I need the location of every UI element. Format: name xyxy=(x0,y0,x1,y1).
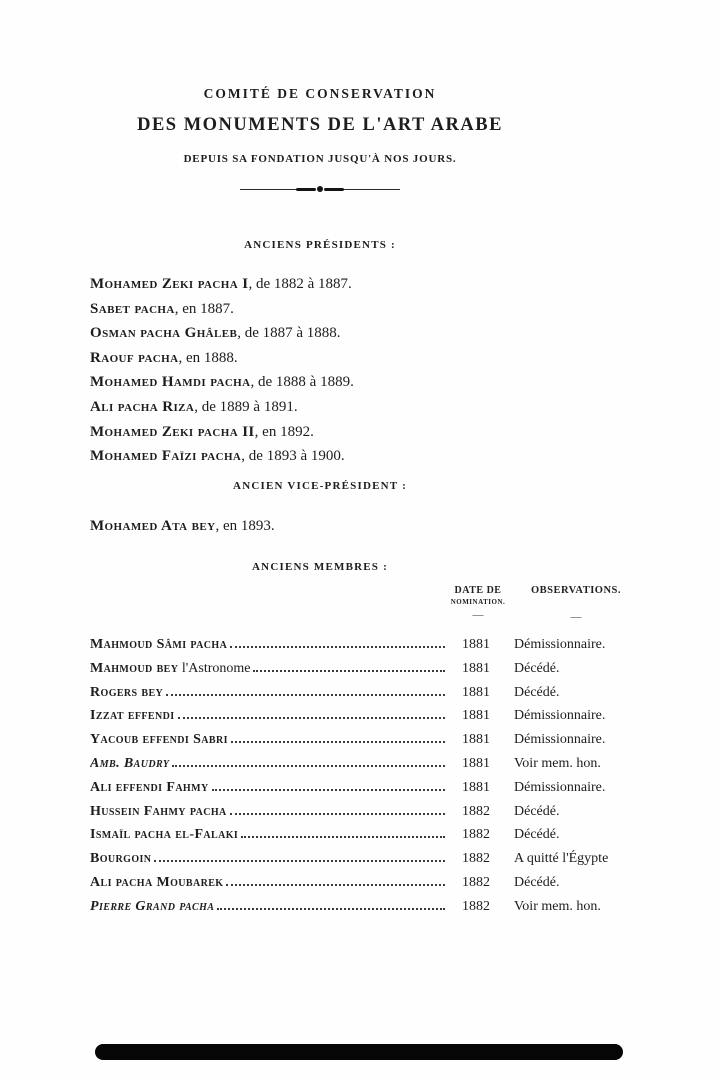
presidents-list xyxy=(90,272,650,469)
column-header-date-line1: DATE DE xyxy=(454,585,502,596)
member-nomination-year: 1882 xyxy=(462,827,490,843)
member-name: Izzat effendi xyxy=(90,708,175,724)
members-heading: ANCIENS MEMBRES : xyxy=(252,561,388,573)
member-nomination-year: 1882 xyxy=(462,874,490,890)
president-name: Osman pacha Ghâleb xyxy=(90,325,238,342)
dotted-leader xyxy=(212,789,445,791)
document-subtitle: DEPUIS SA FONDATION JUSQU'À NOS JOURS. xyxy=(183,153,457,165)
document-header xyxy=(0,86,640,192)
member-row xyxy=(90,804,652,828)
column-header-observations-label: OBSERVATIONS. xyxy=(530,585,622,596)
president-name: Ali pacha Riza xyxy=(90,398,195,415)
member-row xyxy=(90,827,652,851)
member-row xyxy=(90,875,652,899)
president-name: Mohamed Hamdi pacha xyxy=(90,374,251,391)
document-title-line1: COMITÉ DE CONSERVATION xyxy=(203,86,437,101)
column-header-observations xyxy=(510,585,642,622)
member-observation: Voir mem. hon. xyxy=(514,755,601,771)
members-table xyxy=(90,637,652,923)
member-nomination-year: 1882 xyxy=(462,803,490,819)
president-entry xyxy=(90,395,650,420)
member-row xyxy=(90,780,652,804)
member-observation: Démissionnaire. xyxy=(514,779,606,795)
president-entry xyxy=(90,321,650,346)
vice-president-heading: ANCIEN VICE-PRÉSIDENT : xyxy=(233,480,407,492)
vice-president-term: , en 1893. xyxy=(215,518,275,534)
header-dash: — xyxy=(472,609,484,621)
member-row xyxy=(90,851,652,875)
member-nomination-year: 1881 xyxy=(462,779,490,795)
member-nomination-year: 1881 xyxy=(462,732,490,748)
member-name: Yacoub effendi Sabri xyxy=(90,732,228,748)
member-nomination-year: 1881 xyxy=(462,708,490,724)
president-term: , en 1888. xyxy=(178,349,238,366)
member-name: Amb. Baudry xyxy=(90,755,170,771)
member-row xyxy=(90,661,652,685)
member-row xyxy=(90,708,652,732)
member-observation: A quitté l'Égypte xyxy=(514,851,609,867)
president-term: , de 1889 à 1891. xyxy=(194,398,298,415)
member-observation: Démissionnaire. xyxy=(514,637,606,652)
president-name: Mohamed Faïzi pacha xyxy=(90,448,242,465)
member-nomination-year: 1881 xyxy=(462,660,490,676)
vice-president-list xyxy=(90,514,650,539)
president-term: , en 1887. xyxy=(174,300,234,317)
header-dash: — xyxy=(570,611,582,623)
member-observation: Décédé. xyxy=(514,684,560,700)
president-entry xyxy=(90,420,650,445)
president-term: , en 1892. xyxy=(254,423,314,440)
president-name: Mohamed Zeki pacha I xyxy=(90,276,249,292)
dotted-leader xyxy=(217,908,445,910)
member-name: Rogers bey xyxy=(90,684,164,700)
member-row xyxy=(90,685,652,709)
dotted-leader xyxy=(154,860,445,862)
member-name: Mahmoud bey xyxy=(90,660,179,676)
president-name: Sabet pacha xyxy=(90,300,175,317)
member-nomination-year: 1881 xyxy=(462,684,490,700)
president-entry xyxy=(90,346,650,371)
scan-artifact-bar xyxy=(95,1044,623,1060)
member-observation: Voir mem. hon. xyxy=(514,898,601,914)
member-observation: Démissionnaire. xyxy=(514,708,606,724)
member-nomination-year: 1881 xyxy=(462,755,490,771)
member-nomination-year: 1882 xyxy=(462,898,490,914)
member-name-suffix: l'Astronome xyxy=(178,660,251,676)
president-name: Mohamed Zeki pacha II xyxy=(90,423,255,440)
document-title-line2: DES MONUMENTS DE L'ART ARABE xyxy=(137,115,503,135)
member-name: Ali pacha Moubarek xyxy=(90,874,224,890)
president-entry xyxy=(90,444,650,469)
president-name: Raouf pacha xyxy=(90,349,179,366)
member-row xyxy=(90,899,652,923)
member-name: Ali effendi Fahmy xyxy=(90,779,209,795)
member-observation: Décédé. xyxy=(514,660,560,676)
member-name: Mahmoud Sâmi pacha xyxy=(90,637,228,652)
member-observation: Décédé. xyxy=(514,874,560,890)
member-name: Bourgoin xyxy=(90,851,152,867)
member-name: Ismaïl pacha el-Falaki xyxy=(90,827,239,843)
presidents-heading: ANCIENS PRÉSIDENTS : xyxy=(244,239,396,251)
member-row xyxy=(90,637,652,661)
column-header-date-line2: NOMINATION. xyxy=(450,598,506,606)
president-entry xyxy=(90,272,650,297)
president-term: , de 1887 à 1888. xyxy=(237,325,341,342)
dotted-leader xyxy=(172,765,445,767)
dotted-leader xyxy=(230,646,445,648)
president-entry xyxy=(90,370,650,395)
member-nomination-year: 1882 xyxy=(462,851,490,867)
dotted-leader xyxy=(166,694,445,696)
divider-ornament xyxy=(0,186,640,192)
dotted-leader xyxy=(241,836,445,838)
dotted-leader xyxy=(231,741,445,743)
dotted-leader xyxy=(226,884,445,886)
member-row xyxy=(90,756,652,780)
president-term: , de 1882 à 1887. xyxy=(248,276,352,292)
vice-president-entry xyxy=(90,514,650,539)
president-entry xyxy=(90,297,650,322)
vice-president-name: Mohamed Ata bey xyxy=(90,518,216,534)
member-nomination-year: 1881 xyxy=(462,637,490,652)
member-observation: Démissionnaire. xyxy=(514,732,606,748)
dotted-leader xyxy=(178,717,445,719)
dotted-leader xyxy=(253,670,445,672)
member-row xyxy=(90,732,652,756)
member-name: Hussein Fahmy pacha xyxy=(90,803,227,819)
president-term: , de 1893 à 1900. xyxy=(241,448,345,465)
member-name: Pierre Grand pacha xyxy=(90,898,215,914)
member-observation: Décédé. xyxy=(514,803,560,819)
member-observation: Décédé. xyxy=(514,827,560,843)
dotted-leader xyxy=(230,813,445,815)
president-term: , de 1888 à 1889. xyxy=(250,374,354,391)
